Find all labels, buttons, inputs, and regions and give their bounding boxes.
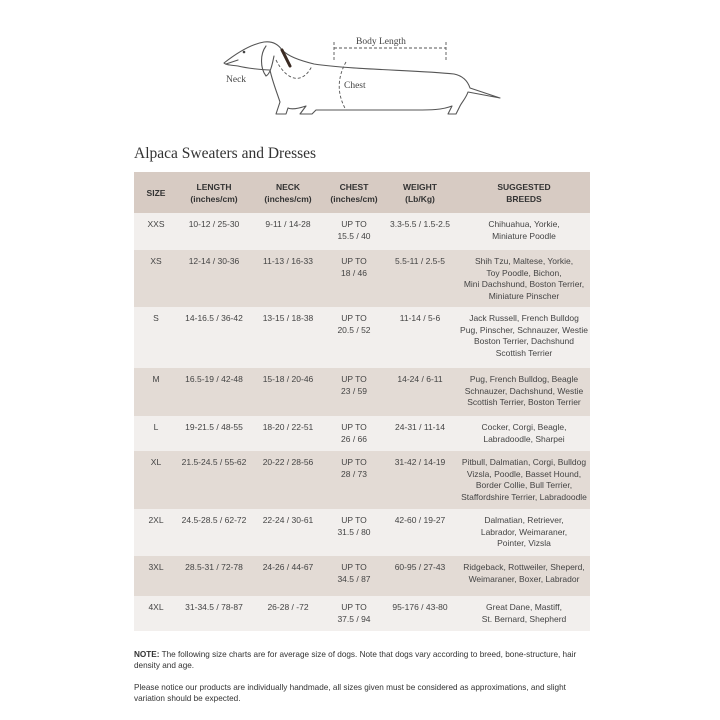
table-row	[134, 451, 590, 509]
cell-weight: 24-31 / 11-14	[382, 416, 458, 451]
cell-length: 21.5-24.5 / 55-62	[178, 451, 250, 509]
neck-label: Neck	[226, 75, 247, 85]
notes-section	[134, 649, 590, 715]
size-note: NOTE: The following size charts are for average size of dogs. Note that dogs vary according to breed, bone-structure, hair density and age.	[134, 650, 577, 670]
cell-weight: 95-176 / 43-80	[382, 596, 458, 631]
cell-breeds: Great Dane, Mastiff, St. Bernard, Shepherd	[458, 596, 590, 631]
cell-chest: UP TO 23 / 59	[326, 368, 382, 416]
cell-neck: 24-26 / 44-67	[250, 556, 326, 596]
cell-length: 16.5-19 / 42-48	[178, 368, 250, 416]
header-chest: CHEST (inches/cm)	[326, 172, 382, 213]
header-weight: WEIGHT (Lb/Kg)	[382, 172, 458, 213]
cell-neck: 15-18 / 20-46	[250, 368, 326, 416]
cell-neck: 11-13 / 16-33	[250, 250, 326, 307]
cell-size: M	[134, 368, 178, 416]
cell-size: 3XL	[134, 556, 178, 596]
body-length-label: Body Length	[356, 37, 406, 47]
cell-neck: 18-20 / 22-51	[250, 416, 326, 451]
cell-chest: UP TO 20.5 / 52	[326, 307, 382, 368]
cell-size: 4XL	[134, 596, 178, 631]
cell-length: 28.5-31 / 72-78	[178, 556, 250, 596]
cell-chest: UP TO 26 / 66	[326, 416, 382, 451]
cell-chest: UP TO 37.5 / 94	[326, 596, 382, 631]
table-row	[134, 509, 590, 556]
cell-weight: 31-42 / 14-19	[382, 451, 458, 509]
table-row	[134, 368, 590, 416]
table-row	[134, 556, 590, 596]
cell-size: XL	[134, 451, 178, 509]
cell-length: 24.5-28.5 / 62-72	[178, 509, 250, 556]
cell-weight: 3.3-5.5 / 1.5-2.5	[382, 213, 458, 250]
cell-breeds: Cocker, Corgi, Beagle, Labradoodle, Sharpei	[458, 416, 590, 451]
cell-neck: 22-24 / 30-61	[250, 509, 326, 556]
cell-breeds: Ridgeback, Rottweiler, Sheperd, Weimaraner, Boxer, Labrador	[458, 556, 590, 596]
cell-weight: 42-60 / 19-27	[382, 509, 458, 556]
cell-length: 31-34.5 / 78-87	[178, 596, 250, 631]
cell-length: 10-12 / 25-30	[178, 213, 250, 250]
cell-size: S	[134, 307, 178, 368]
dog-measurement-diagram	[216, 30, 506, 122]
cell-neck: 26-28 / -72	[250, 596, 326, 631]
cell-breeds: Pug, French Bulldog, Beagle Schnauzer, Dachshund, Westie Scottish Terrier, Boston Terrier	[458, 368, 590, 416]
chest-label: Chest	[344, 81, 366, 91]
table-row	[134, 416, 590, 451]
header-size: SIZE	[134, 172, 178, 213]
handmade-note: Please notice our products are individually handmade, all sizes given must be considered as approximations, and slight variation should be expected.	[134, 683, 566, 703]
table-row	[134, 250, 590, 307]
cell-breeds: Shih Tzu, Maltese, Yorkie, Toy Poodle, Bichon, Mini Dachshund, Boston Terrier, Miniature Pinscher	[458, 250, 590, 307]
cell-length: 19-21.5 / 48-55	[178, 416, 250, 451]
cell-chest: UP TO 18 / 46	[326, 250, 382, 307]
cell-breeds: Chihuahua, Yorkie, Miniature Poodle	[458, 213, 590, 250]
cell-size: XXS	[134, 213, 178, 250]
header-length: LENGTH (inches/cm)	[178, 172, 250, 213]
cell-chest: UP TO 31.5 / 80	[326, 509, 382, 556]
cell-weight: 60-95 / 27-43	[382, 556, 458, 596]
cell-neck: 13-15 / 18-38	[250, 307, 326, 368]
cell-size: L	[134, 416, 178, 451]
table-row	[134, 596, 590, 631]
table-header-row	[134, 172, 590, 213]
table-row	[134, 307, 590, 368]
table-row	[134, 213, 590, 250]
size-chart-table	[134, 172, 590, 631]
cell-chest: UP TO 28 / 73	[326, 451, 382, 509]
cell-weight: 14-24 / 6-11	[382, 368, 458, 416]
cell-weight: 5.5-11 / 2.5-5	[382, 250, 458, 307]
cell-length: 12-14 / 30-36	[178, 250, 250, 307]
cell-size: XS	[134, 250, 178, 307]
cell-weight: 11-14 / 5-6	[382, 307, 458, 368]
header-neck: NECK (inches/cm)	[250, 172, 326, 213]
cell-breeds: Pitbull, Dalmatian, Corgi, Bulldog Vizsla, Poodle, Basset Hound, Border Collie, Bull Terrier, Staffordshire Terrier, Labradoodle	[458, 451, 590, 509]
cell-chest: UP TO 34.5 / 87	[326, 556, 382, 596]
page-title: Alpaca Sweaters and Dresses	[134, 145, 317, 162]
cell-length: 14-16.5 / 36-42	[178, 307, 250, 368]
header-breeds: SUGGESTED BREEDS	[458, 172, 590, 213]
cell-breeds: Jack Russell, French Bulldog Pug, Pinscher, Schnauzer, Westie Boston Terrier, Dachshund Scottish Terrier	[458, 307, 590, 368]
cell-neck: 9-11 / 14-28	[250, 213, 326, 250]
cell-neck: 20-22 / 28-56	[250, 451, 326, 509]
cell-chest: UP TO 15.5 / 40	[326, 213, 382, 250]
cell-size: 2XL	[134, 509, 178, 556]
cell-breeds: Dalmatian, Retriever, Labrador, Weimaraner, Pointer, Vizsla	[458, 509, 590, 556]
